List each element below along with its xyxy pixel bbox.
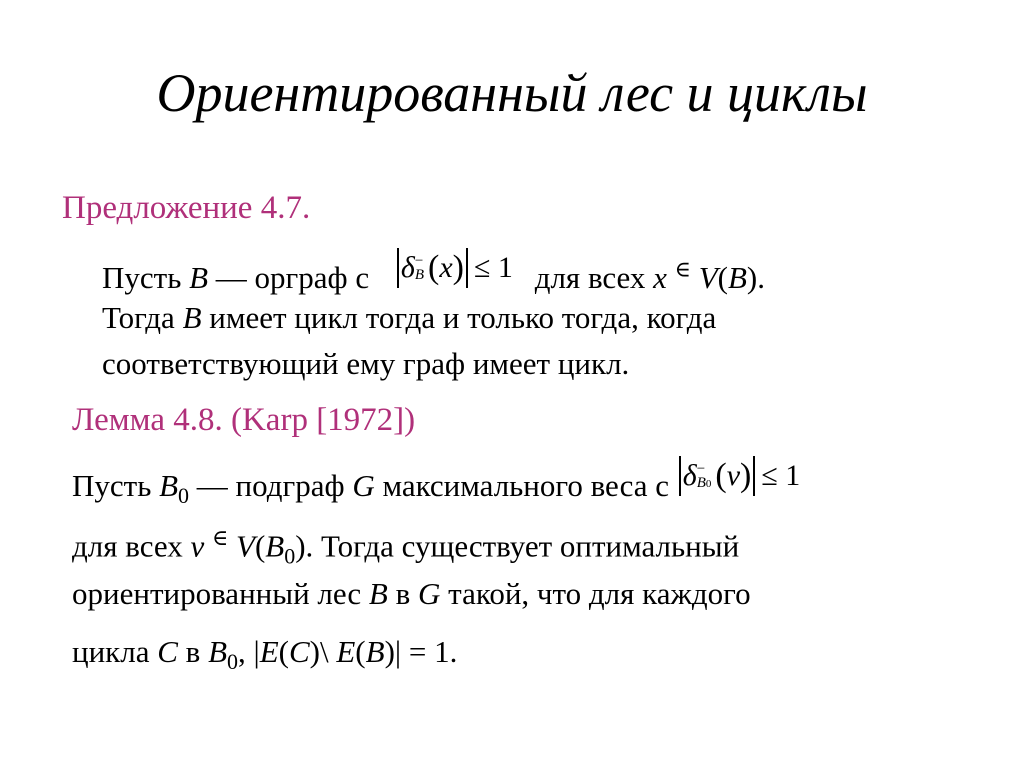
indegree-formula [677,456,801,496]
arg-v: v [726,459,741,492]
text: цикла [72,634,158,669]
text: ( [355,634,366,669]
sub-B0 [697,476,712,491]
var-B: B [368,576,388,611]
sup-minus: − [414,253,424,269]
text: — подграф [189,468,353,503]
var-x: x [653,260,667,295]
text: ). Тогда существует оптимальный [295,528,740,564]
text: , | [238,634,260,669]
sub-0: 0 [705,477,712,490]
text: )\ [309,634,337,669]
slide-title: Ориентированный лес и циклы [156,63,868,123]
delta-symbol: δ [682,459,697,492]
lemma-line-1 [72,456,800,516]
le-one: ≤ 1 [761,459,801,492]
text: Пусть [72,468,160,503]
text: максимального веса с [374,468,669,503]
text: в [387,576,418,611]
var-E: E [259,634,279,669]
var-B: B [727,260,747,295]
var-G: G [352,468,375,503]
abs-bar-right [753,456,755,496]
text: Тогда [102,300,183,335]
text: такой, что для каждого [440,576,751,611]
paren: ( [715,457,727,494]
arg-x: x [439,251,453,284]
le-one: ≤ 1 [473,251,513,284]
sup-minus: − [696,460,706,477]
proposition-heading: Предложение 4.7. [62,190,311,226]
text: ( [717,260,728,295]
var-C: C [288,634,310,669]
sub-0: 0 [178,483,190,509]
delta-indices [415,254,424,282]
text: имеет цикл тогда и только тогда, когда [201,300,717,335]
element-of-symbol: ∈ [674,256,691,282]
var-V: V [698,260,718,295]
text: ). [746,260,765,295]
var-B: B [189,260,209,295]
sub-B: B [414,267,424,283]
text: для всех [72,528,191,564]
abs-bar-left [679,456,681,496]
text: — орграф с [208,260,377,295]
element-of-symbol: ∈ [211,525,229,550]
var-V: V [236,528,255,564]
lemma-heading: Лемма 4.8. (Karp [1972]) [72,402,416,438]
var-B: B [182,300,202,335]
var-G: G [418,576,441,611]
var-C: C [157,634,178,669]
var-B: B [159,468,179,503]
abs-bar-right [466,248,468,288]
sub-0: 0 [227,649,238,675]
var-B: B [208,634,227,669]
indegree-formula [395,248,513,288]
lemma-line-3 [72,574,751,614]
abs-bar-left [397,248,399,288]
var-B: B [365,634,385,669]
paren: ( [427,249,440,286]
var-E: E [336,634,356,669]
text: для всех [534,260,654,295]
delta-symbol: δ [400,251,415,284]
proposition-line-2 [102,298,716,338]
proposition-line-1 [102,248,765,298]
proposition-line-3: соответствующий ему граф имеет цикл. [102,346,630,381]
sub-0: 0 [284,543,296,569]
text: Пусть [102,260,190,295]
paren: ) [740,457,752,494]
paren: ) [452,249,464,286]
lemma-line-2 [72,518,739,577]
text: ориентированный лес [72,576,369,611]
text: в [177,634,209,669]
delta-indices [697,462,712,491]
text: ( [278,634,289,669]
sub-B: B [696,474,706,491]
text: )| = 1. [384,634,458,669]
text: ( [254,528,266,564]
var-B: B [265,528,285,564]
lemma-line-4 [72,632,457,682]
var-v: v [190,528,205,564]
